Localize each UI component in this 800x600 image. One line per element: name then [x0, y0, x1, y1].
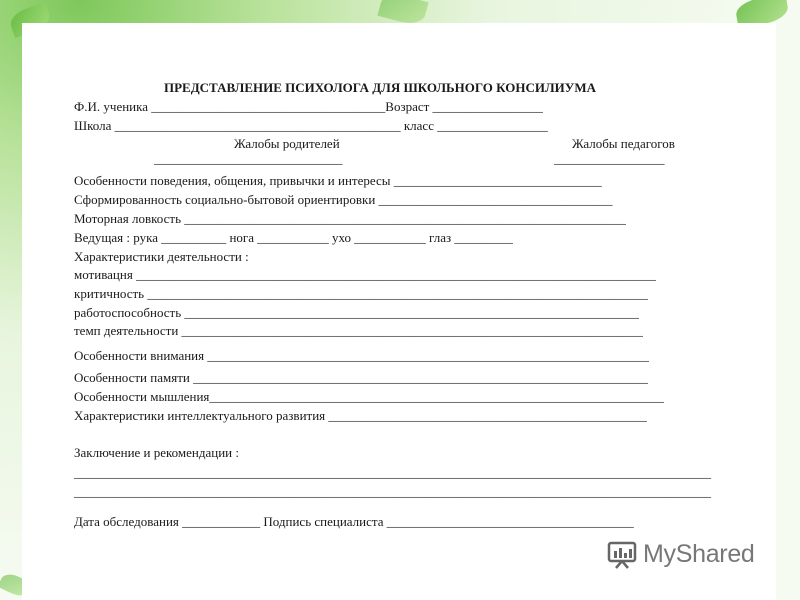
teachers-complaints-label: Жалобы педагогов [572, 136, 675, 151]
school-class-line: Школа ____________________________________________ класс _________________ [74, 118, 548, 133]
memory-line: Особенности памяти ______________________________________________________________________ [74, 370, 649, 385]
conclusion-label: Заключение и рекомендации : [74, 445, 240, 460]
workability-line: работоспособность ______________________________________________________________________ [74, 305, 640, 320]
behavior-line: Особенности поведения, общения, привычки и интересы ________________________________ [74, 173, 602, 188]
attention-line: Особенности внимания ____________________________________________________________________ [74, 348, 650, 363]
myshared-logo-icon [607, 539, 637, 569]
teachers-complaints-blank: _________________ [554, 151, 665, 166]
motivation-line: мотивацня ________________________________________________________________________________ [74, 267, 657, 282]
conclusion-blank-1: __________________________________________________________________________________________________ [74, 465, 711, 480]
parents-complaints-label: Жалобы родителей [234, 136, 340, 151]
criticality-line: критичность _____________________________________________________________________________ [74, 286, 648, 301]
document-title: ПРЕДСТАВЛЕНИЕ ПСИХОЛОГА ДЛЯ ШКОЛЬНОГО КОНСИЛИУМА [164, 80, 596, 95]
motor-skill-line: Моторная ловкость ____________________________________________________________________ [74, 211, 627, 226]
leading-side-line: Ведущая : рука __________ нога ___________ ухо ___________ глаз _________ [74, 230, 513, 245]
activity-characteristics-header: Характеристики деятельности : [74, 249, 249, 264]
student-name-age-line: Ф.И. ученика ____________________________________Возраст _________________ [74, 99, 544, 114]
conclusion-blank-2: __________________________________________________________________________________________________ [74, 484, 711, 499]
intellect-line: Характеристики интеллектуального развития _________________________________________________ [74, 408, 647, 423]
date-signature-line: Дата обследования ____________ Подпись специалиста ______________________________________ [74, 514, 634, 529]
social-orientation-line: Сформированность социально-бытовой ориентировки ____________________________________ [74, 192, 613, 207]
document-sheet [22, 23, 776, 600]
myshared-brand-text: MyShared [643, 539, 755, 568]
thinking-line: Особенности мышления______________________________________________________________________ [74, 389, 665, 404]
tempo-line: темп деятельности _______________________________________________________________________ [74, 323, 644, 338]
parents-complaints-blank: _____________________________ [154, 151, 343, 166]
myshared-watermark [607, 536, 755, 572]
